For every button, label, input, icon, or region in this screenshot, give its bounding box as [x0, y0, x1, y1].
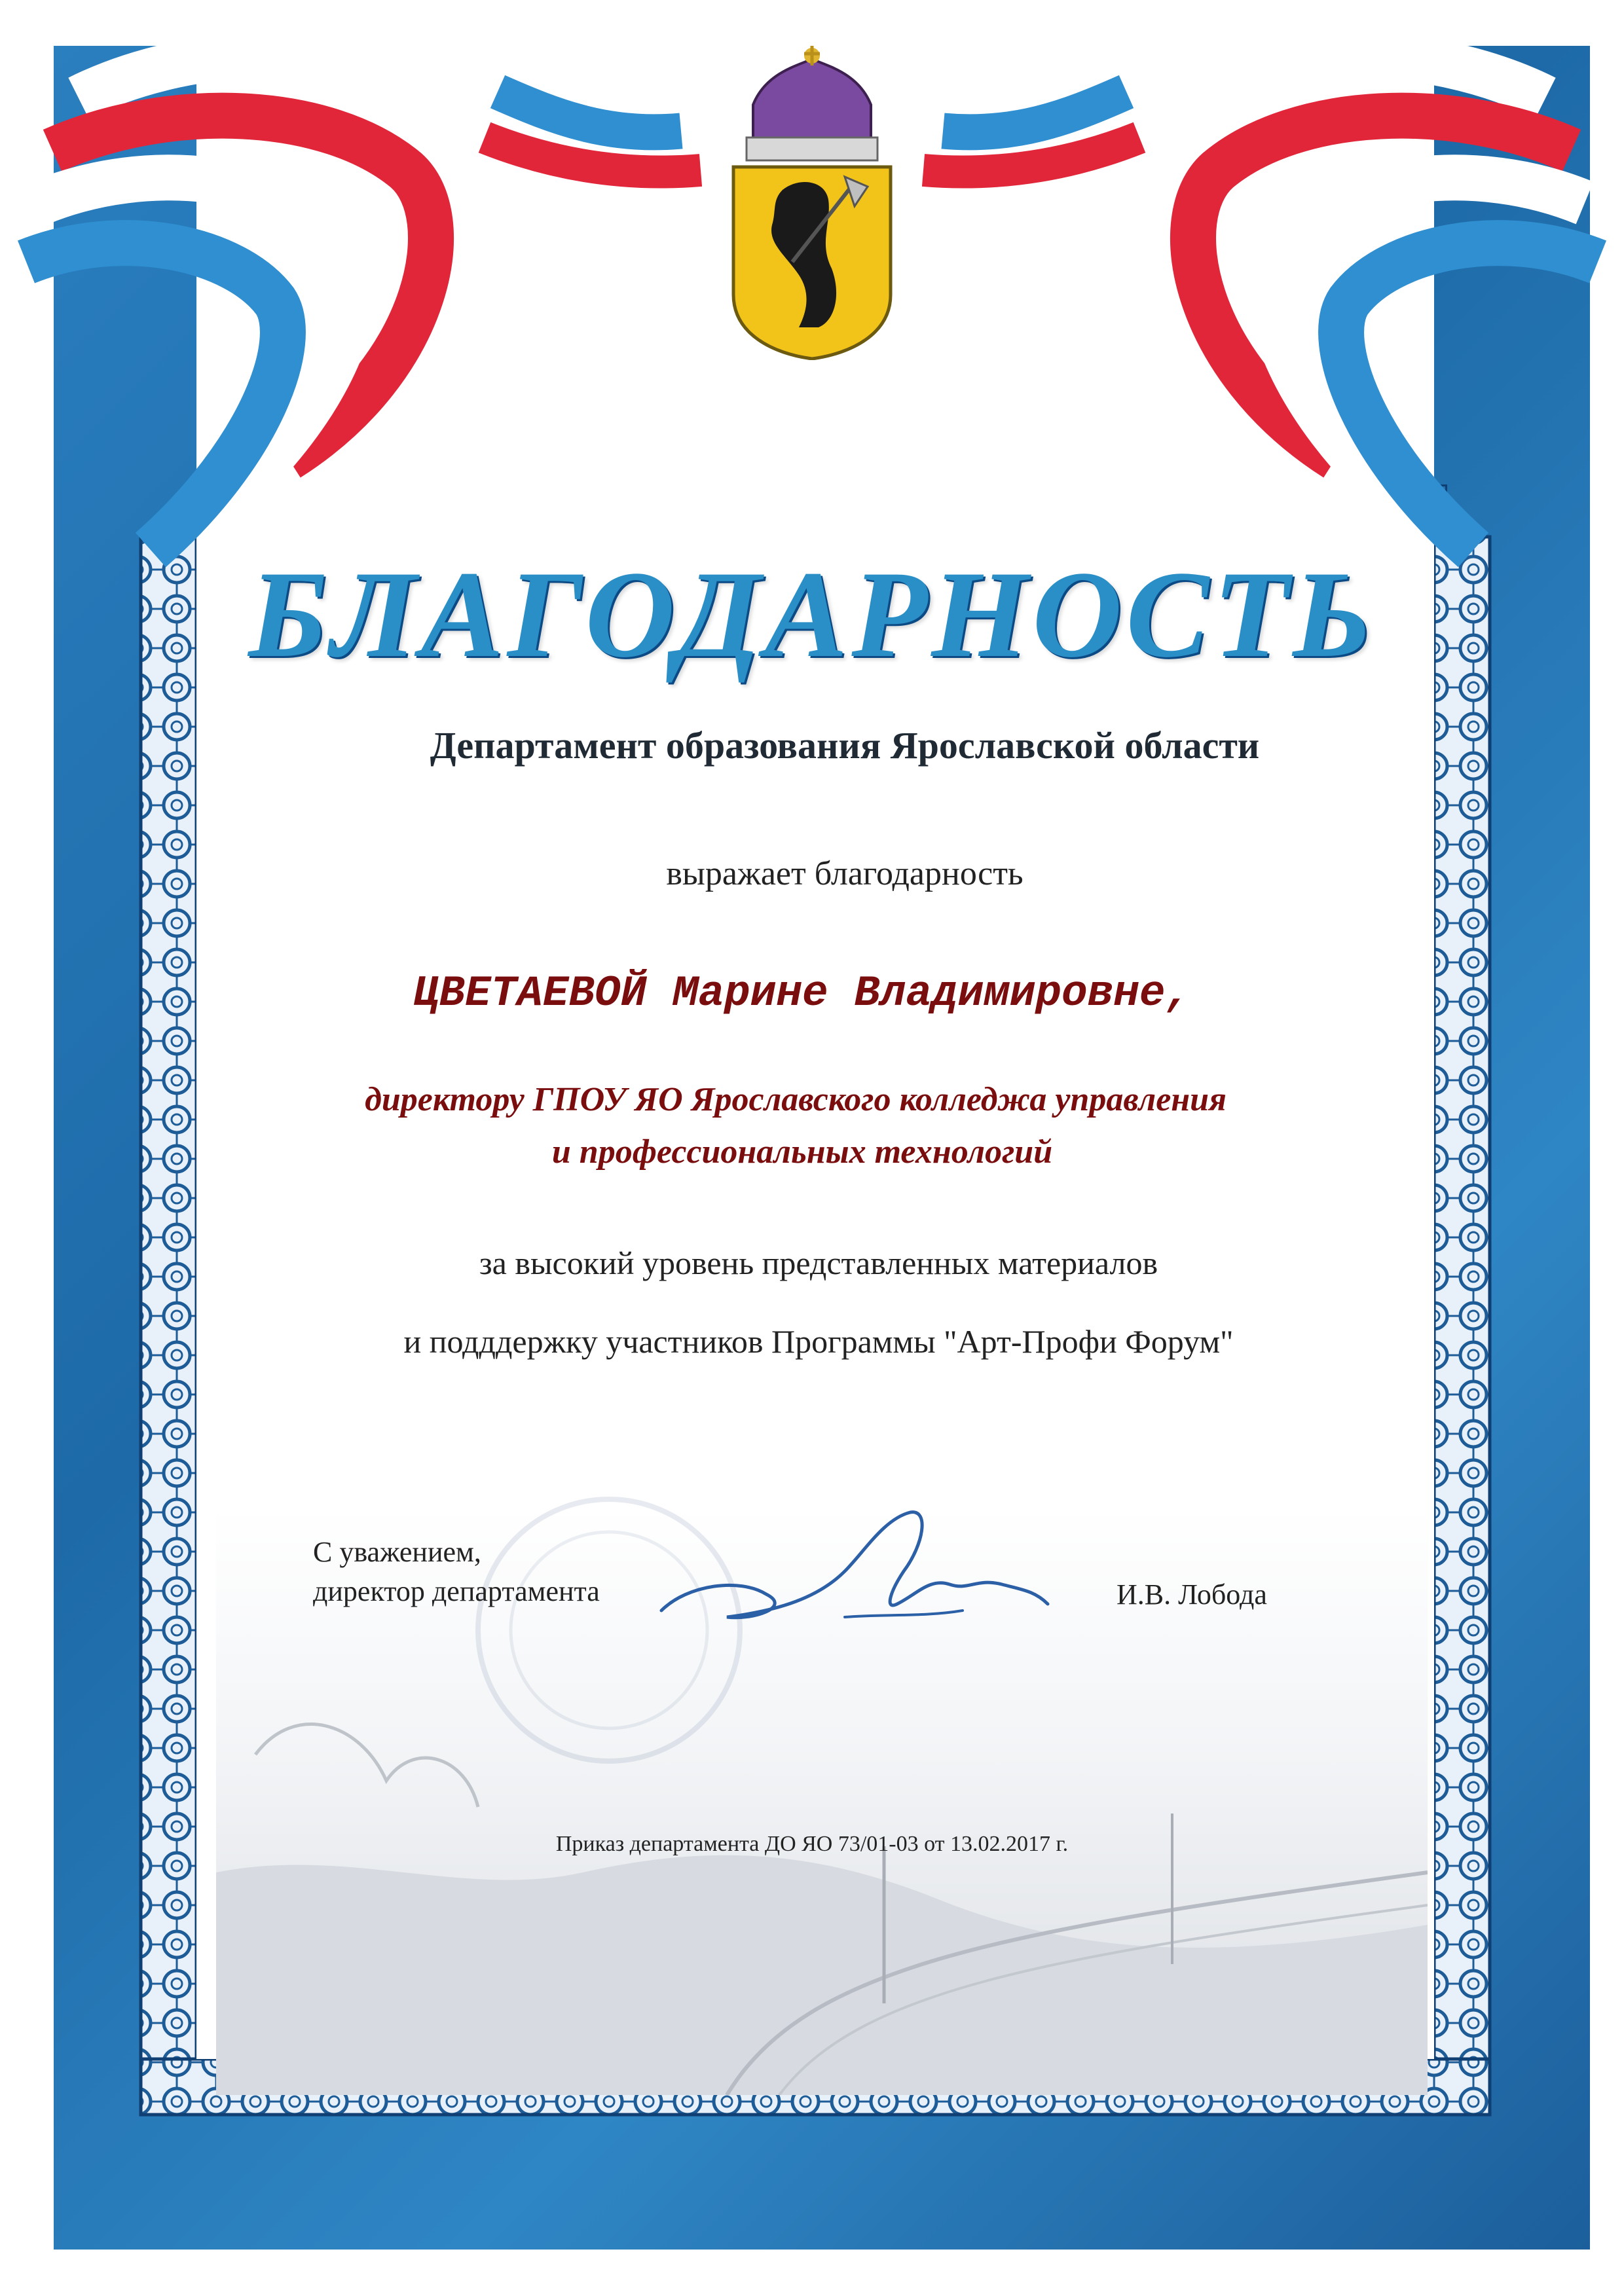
reason-line2: и подддержку участников Программы "Арт-Профи Форум" [403, 1323, 1234, 1360]
handwritten-signature-icon [648, 1486, 1054, 1656]
regards-text: С уважением, [313, 1536, 481, 1568]
certificate-title: БЛАГОДАРНОСТЬ [248, 546, 1376, 683]
expresses-line: выражает благодарность [666, 855, 1024, 892]
reason-line1: за высокий уровень представленных материалов [479, 1245, 1158, 1281]
director-title: директор департамента [313, 1575, 600, 1607]
signer-name: И.В. Лобода [1116, 1578, 1267, 1611]
recipient-position-line2: и профессиональных технологий [551, 1133, 1053, 1171]
department-name: Департамент образования Ярославской области [430, 724, 1260, 767]
yaroslavl-coat-of-arms-icon [720, 46, 904, 360]
order-reference: Приказ департамента ДО ЯО 73/01-03 от 13.02.2017 г. [555, 1832, 1069, 1856]
recipient-name: ЦВЕТАЕВОЙ Марине Владимировне, [413, 969, 1192, 1018]
recipient-position-line1: директору ГПОУ ЯО Ярославского колледжа управления [365, 1081, 1227, 1118]
